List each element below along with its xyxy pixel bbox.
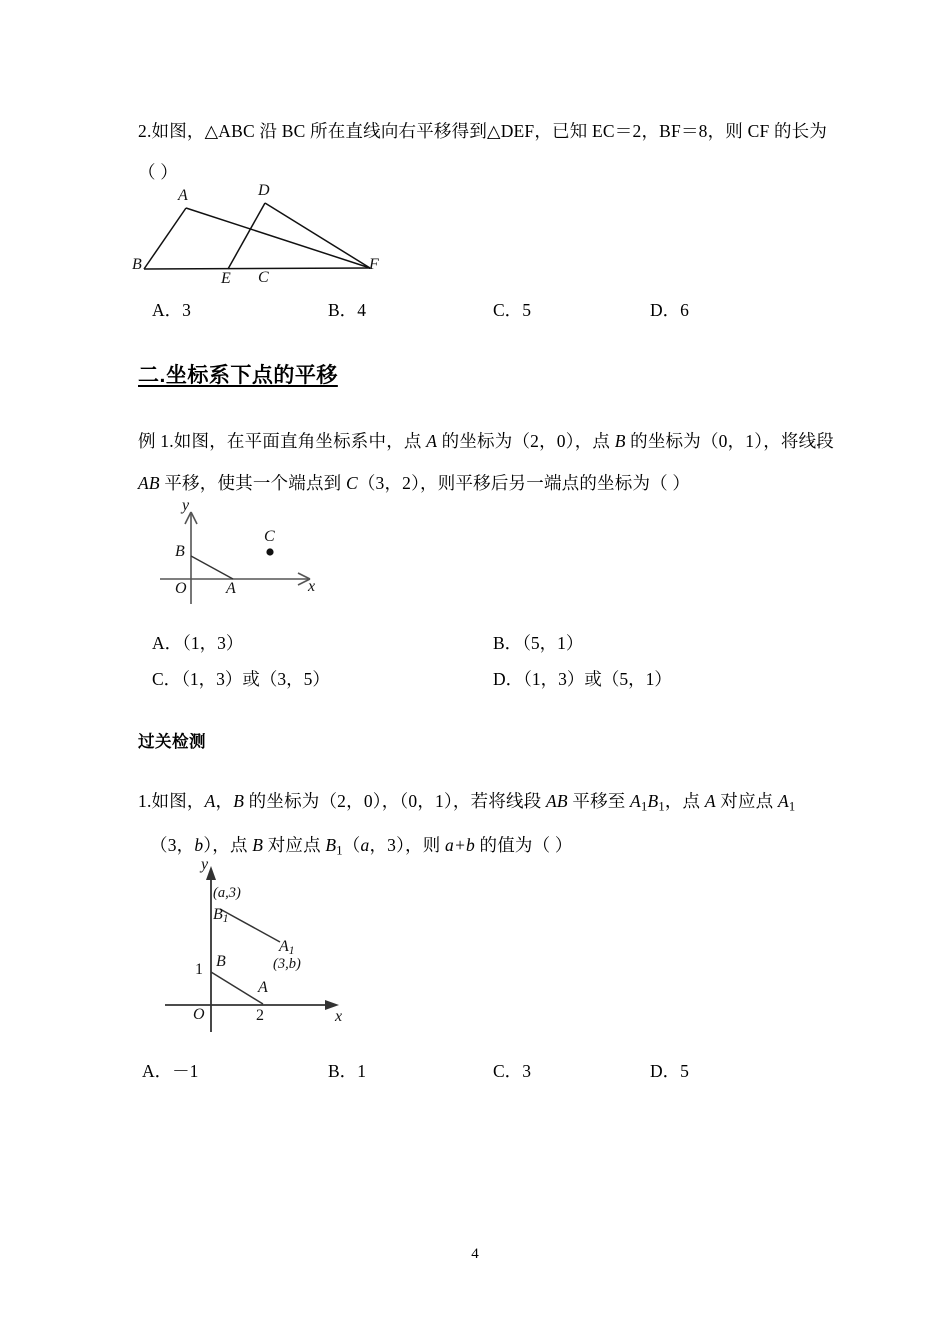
q1-l2-var-B1-sub: 1	[336, 843, 343, 858]
option-D-key: D．	[493, 669, 524, 689]
ex1-l1-var-B: B	[614, 431, 626, 451]
triangle-translation-figure	[132, 182, 388, 290]
q1-l1-var-A2: A	[704, 791, 716, 811]
q1-l1-var-B1: B	[647, 791, 659, 811]
question-1-stem-line1	[138, 788, 838, 817]
option-B-key: B．	[328, 1061, 358, 1081]
ex1-l2-part2: （3，2），则平移后另一端点的坐标为（ ）	[357, 473, 691, 494]
ex1-l2-part1: 平移，使其一个端点到	[159, 473, 346, 494]
option-D[interactable]	[493, 666, 672, 691]
q1-l1-part6: 对应点	[715, 791, 778, 811]
axis-label-x: x	[308, 578, 316, 595]
q1-l2-var-B1: B	[325, 835, 337, 856]
option-D-value: 6	[680, 300, 689, 320]
example-1-options-row1	[138, 630, 828, 660]
option-B-value: （5，1）	[522, 633, 584, 653]
q1-l1-part3: 的坐标为（2，0），（0，1），若将线段	[244, 791, 547, 811]
section-heading-2: 二.坐标系下点的平移	[138, 364, 338, 387]
option-C-value: 5	[522, 300, 531, 320]
axis-label-y: y	[201, 856, 209, 873]
q1-l1-var-A1-sub: 1	[640, 799, 648, 814]
q1-l1-var-A3-sub: 1	[788, 799, 796, 814]
point-label-B1	[213, 906, 229, 925]
ex1-l2-var-AB: AB	[138, 473, 160, 494]
option-C-key: C．	[152, 669, 182, 689]
ex1-l1-part1: 例 1.如图，在平面直角坐标系中，点	[138, 431, 427, 451]
question-2-options	[138, 297, 828, 327]
q1-l2-part2: ），点	[203, 835, 253, 856]
option-C-key: C．	[493, 300, 523, 320]
point-label-A: A	[258, 979, 268, 996]
coord-label-A1: (3,b)	[273, 956, 301, 972]
q1-l1-var-A: A	[204, 791, 216, 811]
q1-l1-var-A3: A	[777, 791, 789, 811]
checkpoint-heading: 过关检测	[138, 733, 206, 751]
option-C-value: （1，3）或（3，5）	[181, 669, 330, 689]
figure-label-F: F	[369, 256, 379, 273]
q1-l1-var-A1: A	[630, 791, 641, 811]
option-A[interactable]	[152, 630, 243, 655]
q1-l2-part6: 的值为（ ）	[474, 835, 573, 856]
option-A-value: －1	[172, 1061, 199, 1081]
figure-label-E: E	[221, 270, 231, 287]
option-A-key: A．	[142, 1061, 173, 1081]
option-D[interactable]	[650, 1058, 689, 1083]
point-label-B1-letter: B	[213, 906, 223, 923]
x-tick-label-2: 2	[256, 1007, 264, 1024]
question-2-stem: 2.如图，△ABC 沿 BC 所在直线向右平移得到△DEF，已知 EC＝2，BF＝8，则 CF 的长为	[138, 121, 828, 141]
axis-label-y: y	[182, 497, 190, 514]
option-D-key: D．	[650, 300, 681, 320]
origin-label-O: O	[175, 580, 187, 597]
option-B-key: B．	[328, 300, 358, 320]
q1-l2-part5: ，3），则	[369, 835, 446, 856]
origin-label-O: O	[193, 1006, 205, 1023]
option-D-value: 5	[680, 1061, 689, 1081]
question-2-block	[138, 118, 828, 186]
q1-l2-part4: （	[342, 835, 361, 856]
figure-label-D: D	[258, 182, 270, 199]
example-1-block	[138, 428, 838, 497]
figure-label-C: C	[258, 269, 269, 286]
q1-l2-var-b: b	[194, 835, 204, 856]
point-label-A: A	[226, 580, 236, 597]
q1-l2-expr-ab: a+b	[445, 835, 475, 856]
option-A[interactable]	[152, 297, 191, 322]
q1-l1-part5: ，点	[664, 791, 705, 811]
option-B-value: 4	[357, 300, 366, 320]
figure-label-A: A	[178, 187, 188, 204]
option-D[interactable]	[650, 297, 689, 322]
point-label-A1-letter: A	[279, 938, 289, 955]
ex1-l1-var-A: A	[426, 431, 438, 451]
option-C-key: C．	[493, 1061, 523, 1081]
example-1-options-row2	[138, 666, 828, 696]
option-B-value: 1	[357, 1061, 366, 1081]
point-label-A1	[279, 938, 295, 957]
q1-l1-part4: 平移至	[567, 791, 631, 811]
ex1-l2-var-C: C	[345, 473, 358, 494]
point-label-A1-sub: 1	[288, 945, 295, 958]
y-tick-label-1: 1	[195, 961, 203, 978]
axis-label-x: x	[335, 1008, 343, 1025]
option-A-value: （1，3）	[182, 633, 244, 653]
option-C[interactable]	[152, 666, 330, 691]
example-1-stem-line2	[138, 470, 838, 497]
ex1-l1-part3: 的坐标为（0，1），将线段	[625, 431, 835, 451]
option-A-value: 3	[182, 300, 191, 320]
option-C[interactable]	[493, 1058, 531, 1083]
q1-l1-part1: 1.如图，	[138, 791, 205, 811]
option-A[interactable]	[142, 1058, 198, 1083]
point-label-B: B	[216, 953, 226, 970]
page-number: 4	[471, 1246, 479, 1262]
ex1-l1-part2: 的坐标为（2，0），点	[437, 431, 615, 451]
q1-l2-part1: （3，	[150, 835, 195, 856]
q1-l2-var-a: a	[360, 835, 370, 856]
question-2-answer-parens: （ ）	[138, 162, 178, 183]
q1-l2-part3: 对应点	[263, 835, 326, 856]
q1-l1-var-AB: AB	[546, 791, 568, 811]
option-C-value: 3	[522, 1061, 531, 1081]
option-C[interactable]	[493, 297, 531, 322]
option-B-key: B．	[493, 633, 523, 653]
option-A-key: A．	[152, 633, 183, 653]
option-D-key: D．	[650, 1061, 681, 1081]
option-B[interactable]	[493, 630, 583, 655]
option-B[interactable]	[328, 1058, 366, 1083]
question-1-options	[138, 1058, 828, 1088]
q1-l1-part2: ，	[215, 791, 234, 811]
coord-label-B1: (a,3)	[213, 885, 241, 901]
option-B[interactable]	[328, 297, 366, 322]
q1-l1-var-B1-sub: 1	[658, 799, 665, 814]
example-1-stem-line1	[138, 428, 838, 455]
q1-l1-var-B: B	[233, 791, 245, 811]
option-D-value: （1，3）或（5，1）	[523, 669, 672, 689]
point-label-C: C	[264, 528, 275, 545]
question-1-stem-line2	[138, 832, 838, 861]
point-label-B1-sub: 1	[222, 913, 229, 926]
option-A-key: A．	[152, 300, 183, 320]
coordinate-figure-example1	[158, 497, 338, 608]
q1-l2-var-B: B	[252, 835, 264, 856]
figure-label-B: B	[132, 256, 142, 273]
point-label-B: B	[175, 543, 185, 560]
question-1-block	[138, 788, 838, 861]
coordinate-figure-question1	[163, 856, 393, 1042]
